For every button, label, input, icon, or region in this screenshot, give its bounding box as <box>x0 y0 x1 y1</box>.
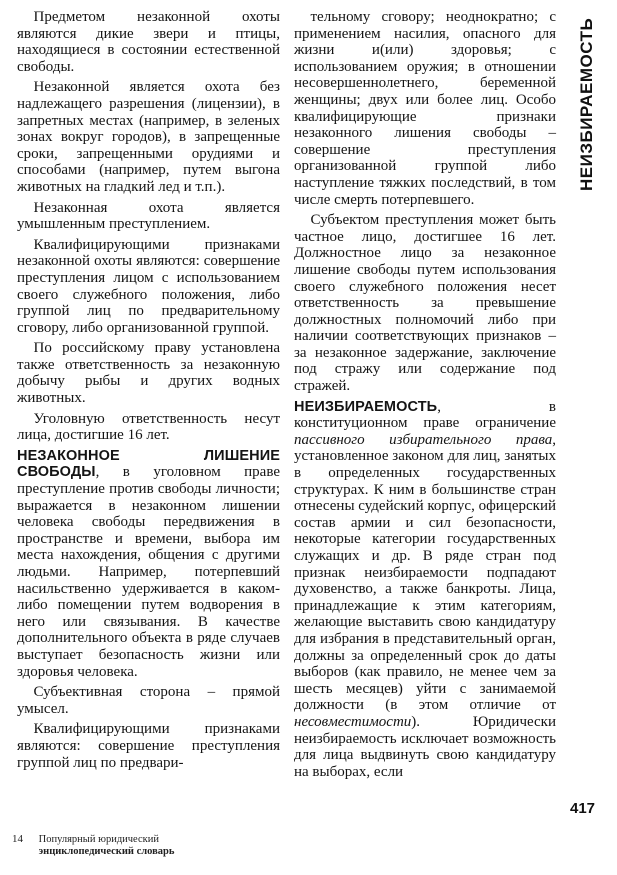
paragraph: Квалифицирующими признаками являются: совершение преступления группой лиц по предвари- <box>17 721 280 771</box>
book-title-line: энциклопедический словарь <box>38 845 175 857</box>
paragraph: Уголовную ответственность несут лица, достигшие 16 лет. <box>17 410 280 444</box>
paragraph: По российскому праву установлена также ответственность за незаконную добычу рыбы и других водных животных. <box>17 340 280 407</box>
left-column <box>17 9 280 775</box>
paragraph: Субъектом преступления может быть частное лицо, достигшее 16 лет. Должностное лицо за незаконное лишение свободы путем использования своего служебного положения несет ответственность за превышение должностных полномочий либо при наличии соответствующих признаков – за незаконное задержание, заключение под стражу или содержание под стражей. <box>294 212 556 395</box>
paragraph: тельному сговору; неоднократно; с применением насилия, опасного для жизни и(или) здоровья; с использованием оружия; в отношении несовершеннолетнего, беременной женщины; двух или более лиц. Особо квалифицирующие признаки незаконного лишения свободы – совершение преступления организованной группой либо наступление тяжких последствий, в том числе смерть потерпевшего. <box>294 9 556 208</box>
paragraph: Квалифицирующими признаками незаконной охоты являются: совершение преступления лицом с использованием своего служебного положения, либо группой лиц по предварительному сговору, либо организованной группой. <box>17 236 280 336</box>
entry-term: НЕИЗБИРАЕМОСТЬ <box>294 398 438 415</box>
dictionary-entry <box>17 448 280 680</box>
book-title-line: Популярный юридический <box>38 834 159 845</box>
page-number: 417 <box>570 800 596 817</box>
entry-cross-reference: пассивного избирательного права <box>294 431 553 448</box>
entry-definition: , в уголовном праве преступление против свободы личности; выражается в незаконном лишении человека свободы передвижения в пространстве и времени, выбора им места нахождения, общения с другими людьми. Например, потерпевший насильственно удерживается в каком-либо помещении путем водворения в него или связывания. В качестве дополнительного объекта в ряде случаев выступает безопасность жизни или здоровья человека. <box>17 464 280 680</box>
running-header: НЕИЗБИРАЕМОСТЬ <box>577 17 596 191</box>
entry-cross-reference: несовместимости <box>294 713 412 730</box>
signature-number: 14 <box>12 833 23 845</box>
paragraph: Предметом незаконной охоты являются дикие звери и птицы, находящиеся в состоянии естественной свободы. <box>17 9 280 75</box>
paragraph: Субъективная сторона – прямой умысел. <box>17 684 280 717</box>
book-title <box>39 834 175 857</box>
paragraph: Незаконной является охота без надлежащего разрешения (лицензии), в запретных местах (например, в зеленых зонах вокруг городов), в запрещенные сроки, запрещенными орудиями и способами (например, путем выгона животных на гладкий лед и т.п.). <box>17 79 280 195</box>
entry-term: НЕЗАКОННОЕ ЛИШЕНИЕ СВОБОДЫ <box>17 447 280 481</box>
footer <box>12 834 174 857</box>
paragraph: Незаконная охота является умышленным преступлением. <box>17 199 280 233</box>
entry-definition: ). Юридически неизбираемость исключает возможность для лица выдвинуть свою кандидатуру на выборах, если <box>294 713 556 780</box>
entry-definition: , установленное законом для лиц, занятых в определенных государственных структурах. К ним в большинстве стран отнесены судейский корпус, офицерский состав армии и сил безопасности, некоторые категории государственных служащих и др. В ряде стран под признак неизбираемости подпадают духовенство, а также банкроты. Лица, принадлежащие к этим категориям, желающие выставить свою кандидатуру для избрания в представительный орган, должны за определенный срок до даты выборов (как правило, не менее чем за шесть месяцев) уйти с занимаемой должности (в этом отличие от <box>294 431 556 714</box>
right-column <box>294 9 556 784</box>
dictionary-entry <box>294 399 556 781</box>
entry-definition: , в конституционном праве ограничение <box>294 398 556 432</box>
